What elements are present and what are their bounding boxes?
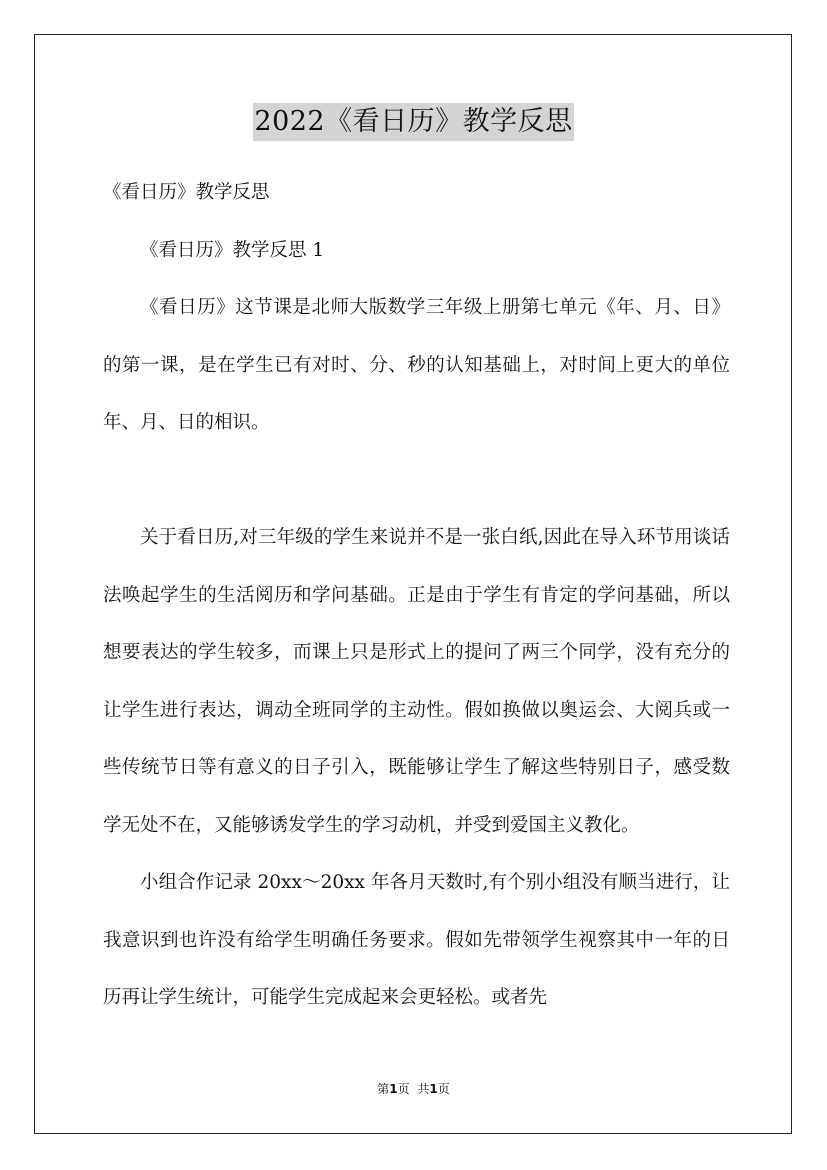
title-container [0, 103, 827, 141]
total-suffix: 页 [437, 1082, 450, 1096]
section-heading: 《看日历》教学反思 1 [140, 239, 325, 261]
total-prefix: 共 [417, 1082, 430, 1096]
page-suffix: 页 [397, 1082, 410, 1096]
document-title: 2022《看日历》教学反思 [253, 103, 573, 141]
page-number: 1 [389, 1082, 398, 1096]
paragraph-1: 《看日历》这节课是北师大版数学三年级上册第七单元《年、月、日》的第一课，是在学生已有对时、分、秒的认知基础上，对时间上更大的单位年、月、日的相识。 [103, 297, 730, 433]
paragraph-spacer [103, 452, 730, 510]
page-footer [0, 1081, 827, 1097]
document-subtitle: 《看日历》教学反思 [103, 182, 270, 203]
page-prefix: 第 [377, 1082, 390, 1096]
paragraph-3: 小组合作记录 20xx～20xx 年各月天数时,有个别小组没有顺当进行，让我意识到也许没有给学生明确任务要求。假如先带领学生视察其中一年的日历再让学生统计，可能学生完成起来会更轻松。或者先 [103, 872, 730, 1008]
document-body [103, 164, 730, 1027]
paragraph-2: 关于看日历,对三年级的学生来说并不是一张白纸,因此在导入环节用谈话法唤起学生的生活阅历和学问基础。正是由于学生有肯定的学问基础，所以想要表达的学生较多，而课上只是形式上的提问了两三个同学，没有充分的让学生进行表达，调动全班同学的主动性。假如换做以奥运会、大阅兵或一些传统节日等有意义的日子引入，既能够让学生了解这些特别日子，感受数学无处不在，又能够诱发学生的学习动机，并受到爱国主义教化。 [103, 527, 730, 836]
total-number: 1 [429, 1082, 438, 1096]
